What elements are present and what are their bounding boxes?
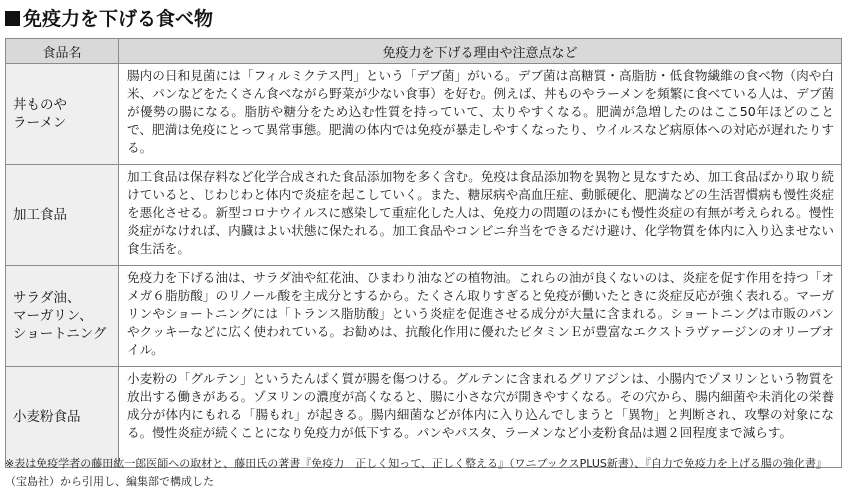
table-row (6, 64, 842, 165)
food-name-cell: 加工食品 (6, 165, 119, 266)
page-title-text: 免疫力を下げる食べ物 (23, 8, 214, 30)
food-name-cell: 小麦粉食品 (6, 367, 119, 468)
header-food-name: 食品名 (6, 39, 119, 64)
footnote: ※表は免疫学者の藤田紘一郎医師への取材と、藤田氏の著書『免疫力 正しく知って、正しく整える』（ワニブックスPLUS新書）、『自力で免疫力を上げる腸の強化書』（宝島社）から引用し、編集部で構成した (5, 457, 827, 488)
table-header-row (6, 39, 842, 64)
table-row (6, 367, 842, 468)
table-row (6, 165, 842, 266)
reason-cell: 加工食品は保存料など化学合成された食品添加物を多く含む。免疫は食品添加物を異物と見なすため、加工食品ばかり取り続けていると、じわじわと体内で炎症を起こしていく。また、糖尿病や高血圧症、動脈硬化、肥満などの生活習慣病も慢性炎症を悪化させる。新型コロナウイルスに感染して重症化した人は、免疫力の問題のほかにも慢性炎症の有無が考えられる。慢性炎症がなければ、内臓はよい状態に保たれる。加工食品やコンビニ弁当をできるだけ避け、化学物質を体内に入り込ませない食生活を。 (119, 165, 842, 266)
page-title (5, 4, 213, 34)
table-row (6, 266, 842, 367)
title-square-icon (5, 11, 20, 26)
food-table (5, 38, 842, 468)
header-reason: 免疫力を下げる理由や注意点など (119, 39, 842, 64)
reason-cell: 腸内の日和見菌には「フィルミクテス門」という「デブ菌」がいる。デブ菌は高糖質・高脂肪・低食物繊維の食べ物（肉や白米、パンなどをたくさん食べながら野菜が少ない食事）を好む。例えば、丼ものやラーメンを頻繁に食べている人は、デブ菌が優勢の腸になる。脂肪や糖分をため込む性質を持っていて、太りやすくなる。肥満が急増したのはここ50年ほどのことで、肥満は免疫にとって異常事態。肥満の体内では免疫が暴走しやすくなったり、ウイルスなど病原体への対応が遅れたりする。 (119, 64, 842, 165)
reason-cell: 免疫力を下げる油は、サラダ油や紅花油、ひまわり油などの植物油。これらの油が良くないのは、炎症を促す作用を持つ「オメガ６脂肪酸」のリノール酸を主成分とするから。たくさん取りすぎると免疫が働いたときに炎症反応が強く表れる。マーガリンやショートニングには「トランス脂肪酸」という炎症を促進させる成分が大量に含まれる。ショートニングは市販のパンやクッキーなどに広く使われている。お勧めは、抗酸化作用に優れたビタミンＥが豊富なエクストラヴァージンのオリーブオイル。 (119, 266, 842, 367)
reason-cell: 小麦粉の「グルテン」というたんぱく質が腸を傷つける。グルテンに含まれるグリアジンは、小腸内でゾヌリンという物質を放出する働きがある。ゾヌリンの濃度が高くなると、腸に小さな穴が開きやすくなる。その穴から、腸内細菌や未消化の栄養成分が体内にもれる「腸もれ」が起きる。腸内細菌などが体内に入り込んでしまうと「異物」と判断され、攻撃の対象になる。慢性炎症が続くことになり免疫力が低下する。パンやパスタ、ラーメンなど小麦粉食品は週２回程度まで減らす。 (119, 367, 842, 468)
food-name-cell: 丼ものや ラーメン (6, 64, 119, 165)
food-name-cell: サラダ油、 マーガリン、 ショートニング (6, 266, 119, 367)
